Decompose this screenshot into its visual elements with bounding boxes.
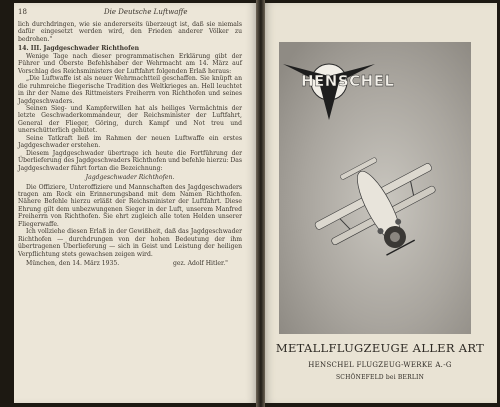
paragraph-decree-4: Diesem Jagdgeschwader übertrage ich heute die Fortführung der Überlieferung des Jagdgeschwaders Richthofen und befehle hierzu: Das Jagdgeschwader führt fortan die Bezeichnung: bbox=[18, 149, 242, 172]
company-name: HENSCHEL FLUGZEUG-WERKE A.-G bbox=[308, 361, 452, 369]
paragraph-decree-6: Ich vollziehe diesen Erlaß in der Gewißheit, daß das Jagdgeschwader Richthofen — durchdrungen von der hohen Bedeutung der ihm übertragenen Überlieferung — sich in Geist und Leistung der heiligen Verpflichtung stets gewachsen zeigen wird. bbox=[18, 228, 242, 258]
paragraph-decree-5: Die Offiziere, Unteroffiziere und Mannschaften des Jagdgeschwaders tragen am Rock ein Erinnerungsband mit dem Namen Richthofen. Nähere Befehle hierzu erläßt der Reichsminister der Luftfahrt. Diese Ehrung gilt dem unbezwungenen Sieger in der Luft, unserem Manfred Freiherrn von Richthofen. Sie ehrt zugleich alle toten Helden unserer Fliegerwaffe. bbox=[18, 183, 242, 228]
company-location: SCHÖNEFELD bei BERLIN bbox=[335, 374, 425, 381]
paragraph-continued: lich durchdringen, wie sie andererseits überzeugt ist, daß sie niemals dafür eingesetzt werden wird, den Frieden anderer Völker zu bedrohen." bbox=[18, 21, 242, 43]
page-number: 18 bbox=[18, 8, 27, 16]
signature-name: gez. Adolf Hitler." bbox=[173, 260, 228, 268]
paragraph-decree-2: Seinen Sieg- und Kampferwillen hat als heiliges Vermächtnis der letzte Geschwaderkommandeur, der Reichsminister der Luftfahrt, General der Flieger, Göring, durch Kampf und Not treu und unerschütterlich gehütet. bbox=[18, 104, 242, 135]
unit-designation: Jagdgeschwader Richthofen. bbox=[85, 174, 175, 182]
ad-slogan: METALLFLUGZEUGE ALLER ART bbox=[275, 341, 485, 355]
paragraph-decree-1: „Die Luftwaffe ist als neuer Wehrmachtteil geschaffen. Sie knüpft an die ruhmreiche fliegerische Tradition des Weltkrieges an. Hell leuchtet in ihr der Name des Rittmeisters Freiherrn von Richthofen und seines Jagdgeschwaders. bbox=[18, 75, 242, 105]
henschel-logo: HENSCHEL bbox=[301, 72, 395, 90]
left-page-text bbox=[18, 21, 242, 268]
section-heading: 14. III. Jagdgeschwader Richthofen bbox=[18, 45, 140, 53]
paragraph-decree-3: Seine Tatkraft ließ im Rahmen der neuen Luftwaffe ein erstes Jagdgeschwader erstehen. bbox=[18, 134, 242, 150]
running-title: Die Deutsche Luftwaffe bbox=[104, 8, 188, 16]
signature-line bbox=[18, 260, 242, 267]
paragraph-intro: Wenige Tage nach dieser programmatischen Erklärung gibt der Führer und Oberste Befehlshaber der Wehrmacht am 14. März auf Vorschlag des Reichsministers der Luftfahrt folgenden Erlaß heraus: bbox=[18, 52, 242, 75]
signature-place-date: München, den 14. März 1935. bbox=[26, 260, 120, 268]
